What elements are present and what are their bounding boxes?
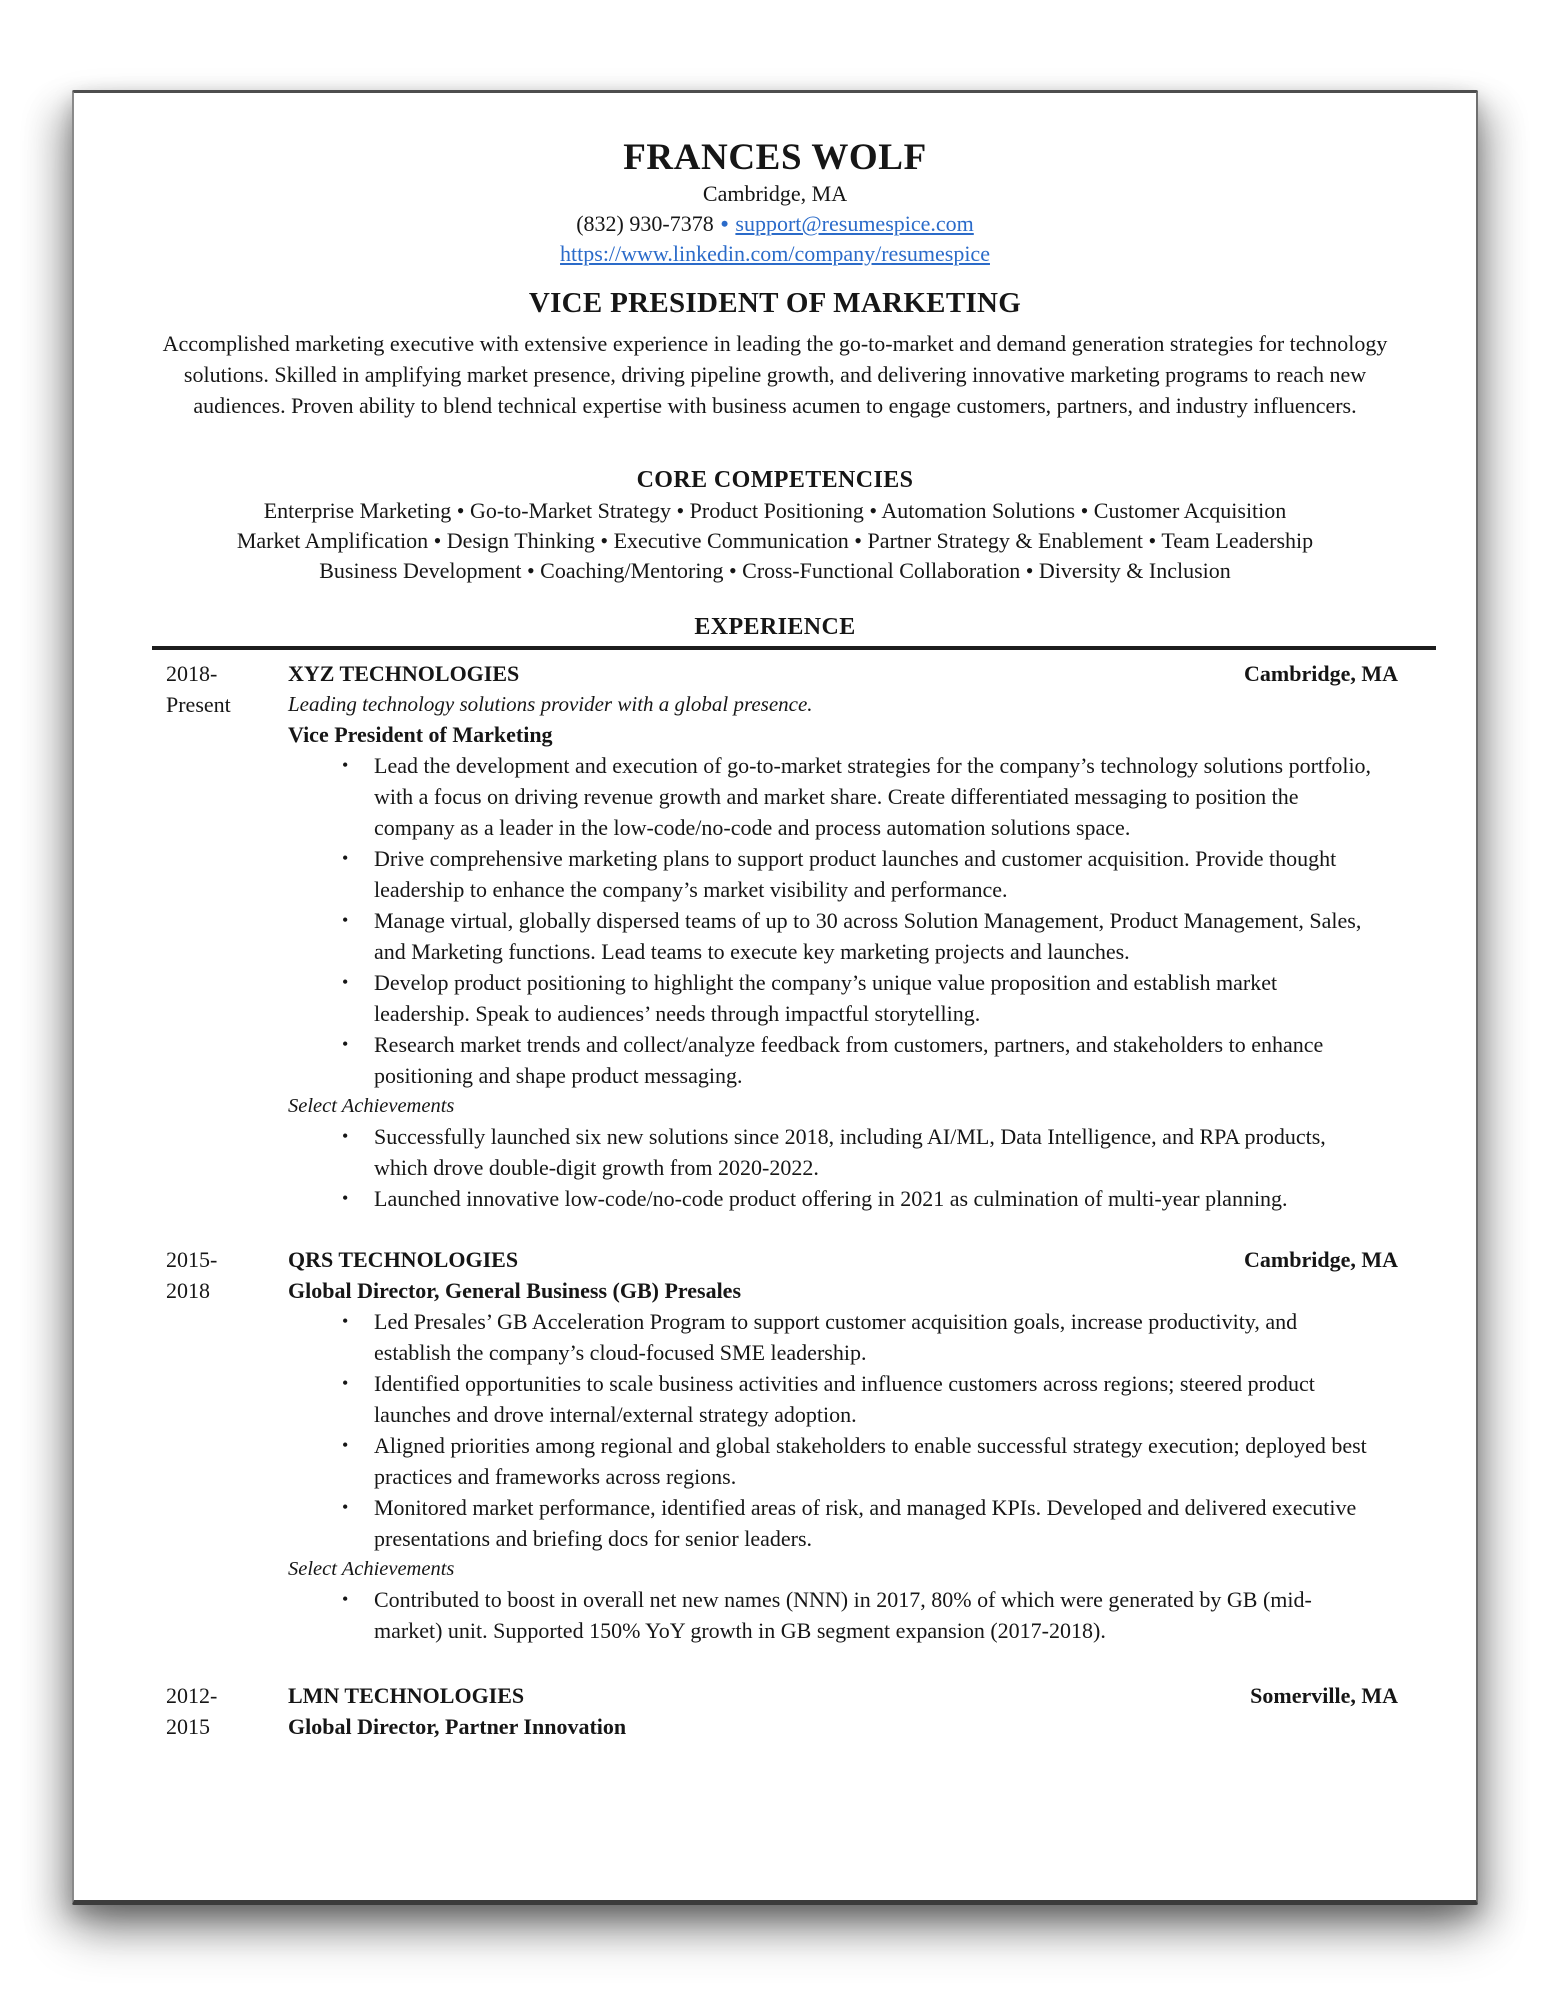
phone-number: (832) 930-7378 bbox=[576, 211, 714, 236]
duty-item: • Develop product positioning to highlight the company’s unique value proposition and establish market leadership. Speak to audiences’ needs through impactful storytelling. bbox=[340, 967, 1372, 1029]
resume-title: VICE PRESIDENT OF MARKETING bbox=[528, 287, 1022, 319]
job-role: Global Director, Partner Innovation bbox=[288, 1714, 627, 1739]
contact-separator: • bbox=[720, 211, 729, 236]
email-link[interactable]: support@resumespice.com bbox=[735, 211, 974, 236]
job-date-end: 2015 bbox=[166, 1714, 210, 1739]
job-date-end: 2018 bbox=[166, 1278, 210, 1303]
job-entry-xyz bbox=[152, 658, 1398, 1214]
resume-header bbox=[152, 137, 1398, 269]
job-company: QRS TECHNOLOGIES bbox=[288, 1247, 519, 1272]
duty-item: • Aligned priorities among regional and global stakeholders to enable successful strategy execution; deployed best practices and frameworks across regions. bbox=[340, 1430, 1372, 1492]
resume-page bbox=[72, 90, 1478, 1905]
achievements-label: Select Achievements bbox=[288, 1095, 455, 1117]
job-company: LMN TECHNOLOGIES bbox=[288, 1683, 525, 1708]
experience-divider bbox=[152, 646, 1436, 650]
candidate-location: Cambridge, MA bbox=[702, 181, 848, 206]
job-role: Global Director, General Business (GB) Presales bbox=[288, 1278, 742, 1303]
job-role: Vice President of Marketing bbox=[288, 722, 553, 747]
job-location: Somerville, MA bbox=[1250, 1683, 1398, 1708]
job-header bbox=[288, 1680, 1398, 1711]
achievement-item: • Contributed to boost in overall net new names (NNN) in 2017, 80% of which were generated by GB (mid-market) unit. Supported 150% YoY growth in GB segment expansion (2017-2018). bbox=[340, 1584, 1372, 1646]
job-main bbox=[288, 1244, 1398, 1646]
job-location: Cambridge, MA bbox=[1244, 661, 1398, 686]
job-date-start: 2012- bbox=[166, 1683, 218, 1708]
achievement-list bbox=[288, 1584, 1398, 1646]
duty-item: • Drive comprehensive marketing plans to support product launches and customer acquisition. Provide thought leadership to enhance the company’s market visibility and performance. bbox=[340, 843, 1372, 905]
job-dates bbox=[152, 1680, 288, 1742]
competency-line: Enterprise Marketing • Go-to-Market Strategy • Product Positioning • Automation Solutions • Customer Acquisition bbox=[263, 498, 1287, 523]
linkedin-link[interactable]: https://www.linkedin.com/company/resumespice bbox=[560, 241, 990, 266]
duty-item: • Identified opportunities to scale business activities and influence customers across regions; steered product launches and drove internal/external strategy adoption. bbox=[340, 1368, 1372, 1430]
job-entry-lmn bbox=[152, 1680, 1398, 1742]
job-dates bbox=[152, 658, 288, 1214]
achievement-list bbox=[288, 1121, 1398, 1214]
job-header bbox=[288, 658, 1398, 689]
experience-heading: EXPERIENCE bbox=[694, 614, 856, 640]
job-description: Leading technology solutions provider with a global presence. bbox=[288, 692, 813, 716]
duty-item: • Lead the development and execution of go-to-market strategies for the company’s technology solutions portfolio, with a focus on driving revenue growth and market share. Create differentiated messaging to position the company as a leader in the low-code/no-code and process automation solutions space. bbox=[340, 750, 1372, 843]
job-date-start: 2018- bbox=[166, 661, 218, 686]
achievement-item: • Launched innovative low-code/no-code product offering in 2021 as culmination of multi-year planning. bbox=[340, 1183, 1372, 1214]
competency-line: Business Development • Coaching/Mentoring • Cross-Functional Collaboration • Diversity & Inclusion bbox=[319, 558, 1231, 583]
job-main bbox=[288, 1680, 1398, 1742]
duty-item: • Led Presales’ GB Acceleration Program to support customer acquisition goals, increase productivity, and establish the company’s cloud-focused SME leadership. bbox=[340, 1306, 1372, 1368]
duty-item: • Manage virtual, globally dispersed teams of up to 30 across Solution Management, Product Management, Sales, and Marketing functions. Lead teams to execute key marketing projects and launches. bbox=[340, 905, 1372, 967]
competency-line: Market Amplification • Design Thinking • Executive Communication • Partner Strategy & Enablement • Team Leadership bbox=[236, 528, 1314, 553]
duty-item: • Research market trends and collect/analyze feedback from customers, partners, and stakeholders to enhance positioning and shape product messaging. bbox=[340, 1029, 1372, 1091]
duty-item: • Monitored market performance, identified areas of risk, and managed KPIs. Developed and delivered executive presentations and briefing docs for senior leaders. bbox=[340, 1492, 1372, 1554]
job-date-end: Present bbox=[166, 692, 231, 717]
job-main bbox=[288, 658, 1398, 1214]
core-competencies-heading: CORE COMPETENCIES bbox=[636, 467, 914, 493]
contact-line bbox=[152, 209, 1398, 239]
achievements-label: Select Achievements bbox=[288, 1558, 455, 1580]
job-company: XYZ TECHNOLOGIES bbox=[288, 661, 520, 686]
job-date-start: 2015- bbox=[166, 1247, 218, 1272]
summary-text: Accomplished marketing executive with extensive experience in leading the go-to-market and demand generation strategies for technology solutions. Skilled in amplifying market presence, driving pipeline growth, and delivering innovative marketing programs to reach new audiences. Proven ability to blend technical expertise with business acumen to engage customers, partners, and industry influencers. bbox=[162, 331, 1388, 418]
job-entry-qrs bbox=[152, 1244, 1398, 1646]
job-location: Cambridge, MA bbox=[1244, 1247, 1398, 1272]
duty-list bbox=[288, 1306, 1398, 1554]
job-dates bbox=[152, 1244, 288, 1646]
job-header bbox=[288, 1244, 1398, 1275]
candidate-name: FRANCES WOLF bbox=[623, 137, 927, 178]
linkedin-line bbox=[152, 239, 1398, 269]
achievement-item: • Successfully launched six new solutions since 2018, including AI/ML, Data Intelligence, and RPA products, which drove double-digit growth from 2020-2022. bbox=[340, 1121, 1372, 1183]
duty-list bbox=[288, 750, 1398, 1091]
